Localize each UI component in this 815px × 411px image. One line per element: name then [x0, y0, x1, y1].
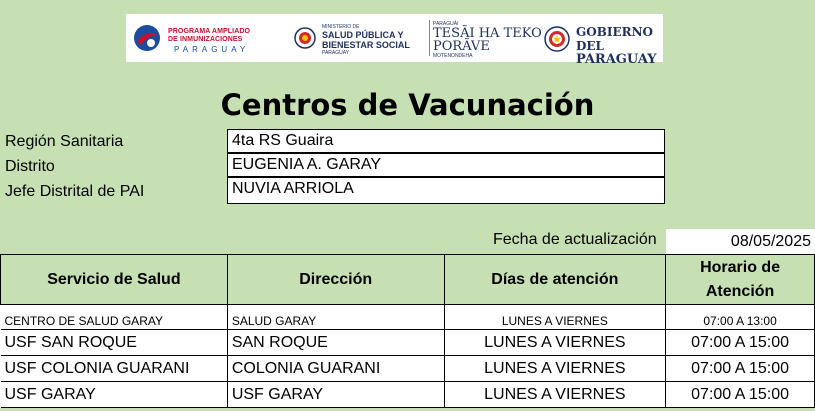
pai-sub: PARAGUAY	[174, 45, 250, 54]
vaccination-centers-table	[0, 254, 815, 408]
cell-days[interactable]: LUNES A VIERNES	[444, 330, 666, 356]
cell-hours[interactable]: 07:00 A 15:00	[666, 330, 815, 356]
cell-days[interactable]: LUNES A VIERNES	[444, 382, 666, 408]
msp-seal-icon	[294, 27, 316, 49]
gob-line1: GOBIERNO DEL	[576, 25, 653, 53]
pai-line2: DE INMUNIZACIONES	[168, 36, 243, 43]
header-days: Días de atención	[444, 255, 666, 305]
header-service: Servicio de Salud	[1, 255, 228, 305]
cell-days[interactable]: LUNES A VIERNES	[444, 305, 666, 330]
cell-address[interactable]: SAN ROQUE	[227, 330, 444, 356]
pai-chief-label: Jefe Distrital de PAI	[5, 183, 145, 200]
header-address: Dirección	[227, 255, 444, 305]
region-value[interactable]: 4ta RS Guaira	[227, 129, 665, 153]
update-date-label: Fecha de actualización	[493, 231, 657, 248]
table-row	[1, 356, 815, 382]
tesai-small-top: PARAGUÁI	[433, 21, 459, 27]
district-label: Distrito	[5, 158, 55, 175]
gob-line2: PARAGUAY	[576, 52, 657, 67]
cell-service[interactable]: USF COLONIA GUARANI	[1, 356, 228, 382]
table-header-row	[1, 255, 815, 305]
msp-line2: BIENESTAR SOCIAL	[322, 40, 410, 50]
pai-line1: PROGRAMA AMPLIADO	[168, 28, 251, 35]
region-label: Región Sanitaria	[5, 133, 124, 150]
table-row	[1, 382, 815, 408]
update-date-value[interactable]: 08/05/2025	[666, 229, 815, 254]
cell-hours[interactable]: 07:00 A 15:00	[666, 356, 815, 382]
tesai-line1: TESÃI HA TEKO	[433, 26, 542, 41]
header-hours: Horario de Atención	[666, 255, 815, 305]
logo-banner	[126, 14, 663, 67]
cell-address[interactable]: SALUD GARAY	[227, 305, 444, 330]
cell-service[interactable]: CENTRO DE SALUD GARAY	[1, 305, 228, 330]
pai-chief-value[interactable]: NUVIA ARRIOLA	[227, 177, 665, 204]
cell-hours[interactable]: 07:00 A 13:00	[666, 305, 815, 330]
tesai-small-bottom: MOTENONDEHA	[433, 53, 473, 59]
gobierno-seal-icon	[544, 26, 570, 52]
page-title: Centros de Vacunación	[220, 88, 595, 122]
cell-address[interactable]: USF GARAY	[227, 382, 444, 408]
logo-divider	[429, 20, 430, 56]
msp-line1: SALUD PÚBLICA Y	[322, 30, 404, 40]
msp-small-bottom: PARAGUAY	[322, 50, 350, 56]
cell-hours[interactable]: 07:00 A 15:00	[666, 382, 815, 408]
msp-small-top: MINISTERIO DE	[322, 24, 360, 30]
cell-address[interactable]: COLONIA GUARANI	[227, 356, 444, 382]
table-row	[1, 305, 815, 330]
cell-days[interactable]: LUNES A VIERNES	[444, 356, 666, 382]
tesai-logo	[433, 21, 542, 59]
cell-service[interactable]: USF GARAY	[1, 382, 228, 408]
table-row	[1, 330, 815, 356]
cell-service[interactable]: USF SAN ROQUE	[1, 330, 228, 356]
tesai-line2: PORÃVE	[433, 39, 490, 54]
district-value[interactable]: EUGENIA A. GARAY	[227, 153, 665, 177]
pai-swirl-icon	[132, 23, 162, 53]
